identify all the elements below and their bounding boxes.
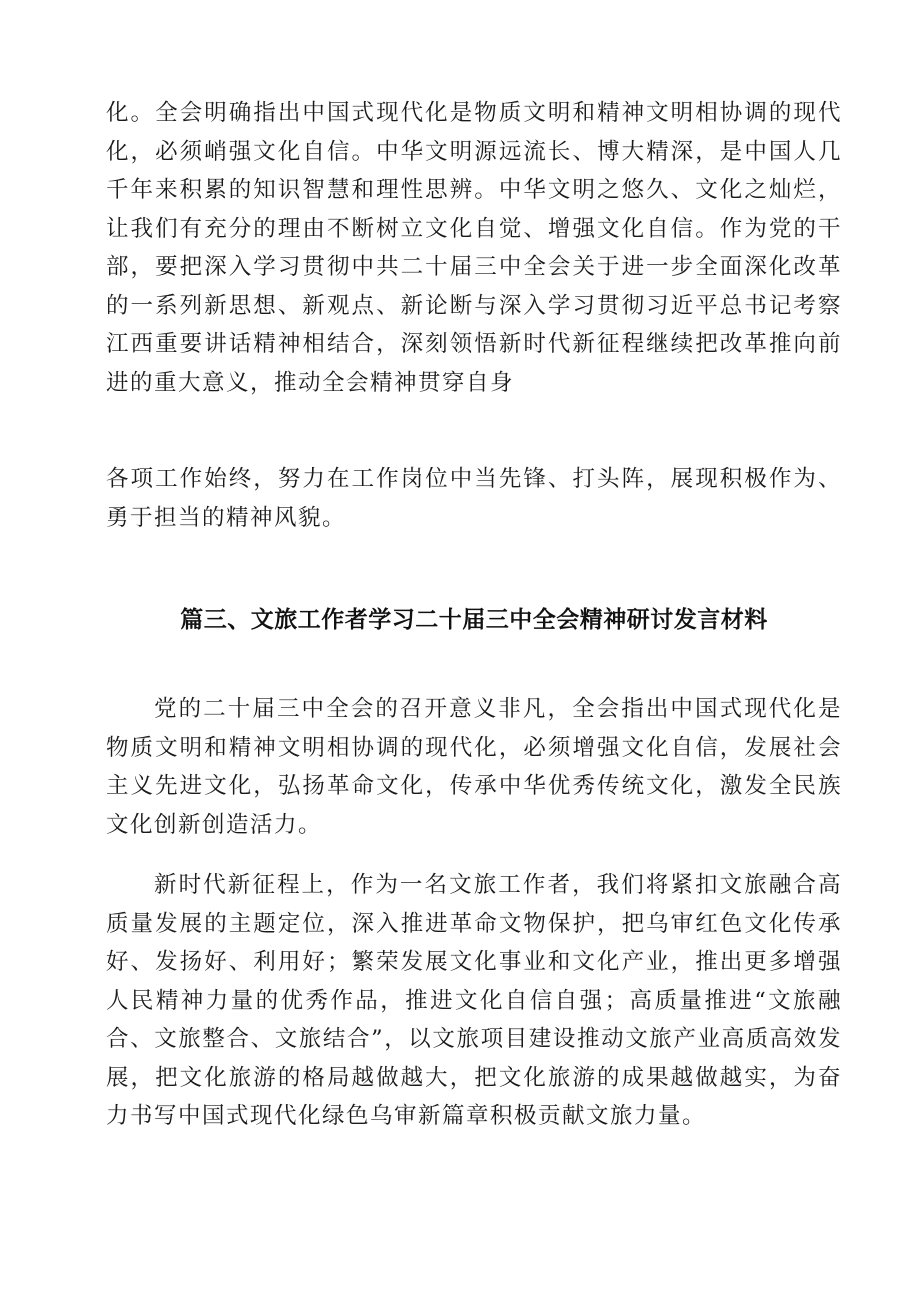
paragraph-continued: 化。全会明确指出中国式现代化是物质文明和精神文明相协调的现代化，必须峭强文化自信。中华文明源远流长、博大精深，是中国人几千年来积累的知识智慧和理性思辨。中华文明之悠久、文化之灿烂，让我们有充分的理由不断树立文化自觉、增强文化自信。作为党的干部，要把深入学习贯彻中共二十届三中全会关于进一步全面深化改革的一系列新思想、新观点、新论断与深入学习贯彻习近平总书记考察江西重要讲话精神相结合，深刻领悟新时代新征程继续把改革推向前进的重大意义，推动全会精神贯穿自身	[106, 100, 842, 396]
paragraph-body: 新时代新征程上，作为一名文旅工作者，我们将紧扣文旅融合高质量发展的主题定位，深入推进革命文物保护，把乌审红色文化传承好、发扬好、利用好；繁荣发展文化事业和文化产业，推出更多增强人民精神力量的优秀作品，推进文化自信自强；高质量推进“文旅融合、文旅整合、文旅结合”，以文旅项目建设推动文旅产业高质高效发展，把文化旅游的格局越做越大，把文化旅游的成果越做越实，为奋力书写中国式现代化绿色乌审新篇章积极贡献文旅力量。	[106, 872, 842, 1129]
paragraph-closing: 各项工作始终，努力在工作岗位中当先锋、打头阵，展现积极作为、勇于担当的精神风貌。	[106, 466, 842, 531]
paragraph-intro: 党的二十届三中全会的召开意义非凡，全会指出中国式现代化是物质文明和精神文明相协调的现代化，必须增强文化自信，发展社会主义先进文化，弘扬革命文化，传承中华优秀传统文化，激发全民族文化创新创造活力。	[106, 696, 842, 838]
section-heading: 篇三、文旅工作者学习二十届三中全会精神研讨发言材料	[180, 607, 768, 633]
